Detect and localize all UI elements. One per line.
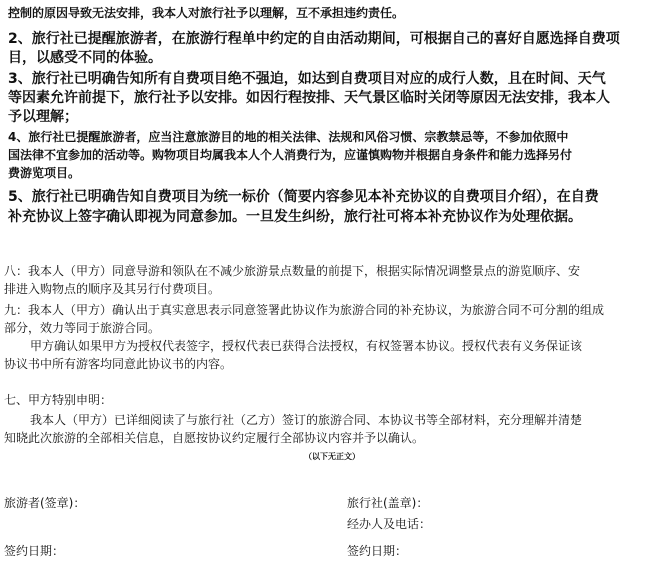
clause-5-line-1: 5、旅行社已明确告知自费项目为统一标价（简要内容参见本补充协议的自费项目介绍），在自费: [8, 189, 599, 205]
clause-5-line-2: 补充协议上签字确认即视为同意参加。一旦发生纠纷，旅行社可将本补充协议作为处理依据。: [8, 209, 582, 225]
clause-4-line-2: 国法律不宜参加的活动等。购物项目均属我本人个人消费行为，应谨慎购物并根据自身条件和能力选择另付: [8, 148, 573, 162]
section-8-line-1: 八：我本人（甲方）同意导游和领队在不减少旅游景点数量的前提下，根据实际情况调整景点的游览顺序、安: [4, 264, 581, 278]
section-8-line-2: 排进入购物点的顺序及其另行付费项目。: [4, 282, 221, 296]
proxy-line-2: 协议书中所有游客均同意此协议书的内容。: [4, 357, 233, 371]
clause-3-line-1: 3、旅行社已明确告知所有自费项目绝不强迫，如达到自费项目对应的成行人数，且在时间、天气: [8, 71, 606, 87]
end-note: （以下无正文）: [304, 452, 360, 461]
clause-3-line-2: 等因素允许前提下，旅行社予以安排。如因行程按排、天气景区临时关闭等原因无法安排，我本人: [8, 90, 610, 106]
section-7-line-2: 知晓此次旅游的全部相关信息，自愿按协议约定履行全部协议内容并予以确认。: [4, 431, 425, 445]
tourist-signature-label: 旅游者(签章)：: [4, 496, 86, 510]
section-7-line-1: 我本人（甲方）已详细阅读了与旅行社（乙方）签订的旅游合同、本协议书等全部材料，充分理解并清楚: [30, 413, 583, 427]
section-9-line-1: 九：我本人（甲方）确认出于真实意思表示同意签署此协议作为旅游合同的补充协议，为旅游合同不可分割的组成: [4, 303, 605, 317]
tourist-date-label: 签约日期：: [4, 544, 65, 558]
proxy-line-1: 甲方确认如果甲方为授权代表签字，授权代表已获得合法授权，有权签署本协议。授权代表有义务保证该: [30, 339, 583, 353]
clause-1-continuation: 控制的原因导致无法安排，我本人对旅行社予以理解，互不承担违约责任。: [8, 6, 405, 20]
handler-phone-label: 经办人及电话：: [347, 517, 432, 531]
clause-4-line-1: 4、旅行社已提醒旅游者，应当注意旅游目的地的相关法律、法规和风俗习惯、宗教禁忌等，不参加依照中: [8, 130, 569, 144]
section-9-line-2: 部分，效力等同于旅游合同。: [4, 321, 161, 335]
clause-2-line-2: 目，以感受不同的体验。: [8, 50, 162, 66]
clause-4-line-3: 费游览项目。: [8, 166, 81, 180]
clause-2-line-1: 2、旅行社已提醒旅游者，在旅游行程单中约定的自由活动期间，可根据自己的喜好自愿选择自费项: [8, 31, 620, 47]
agency-seal-label: 旅行社(盖章)：: [347, 496, 429, 510]
agency-date-label: 签约日期：: [347, 544, 408, 558]
section-7-title: 七、甲方特别申明：: [4, 393, 113, 407]
clause-3-line-3: 予以理解；: [8, 109, 78, 125]
